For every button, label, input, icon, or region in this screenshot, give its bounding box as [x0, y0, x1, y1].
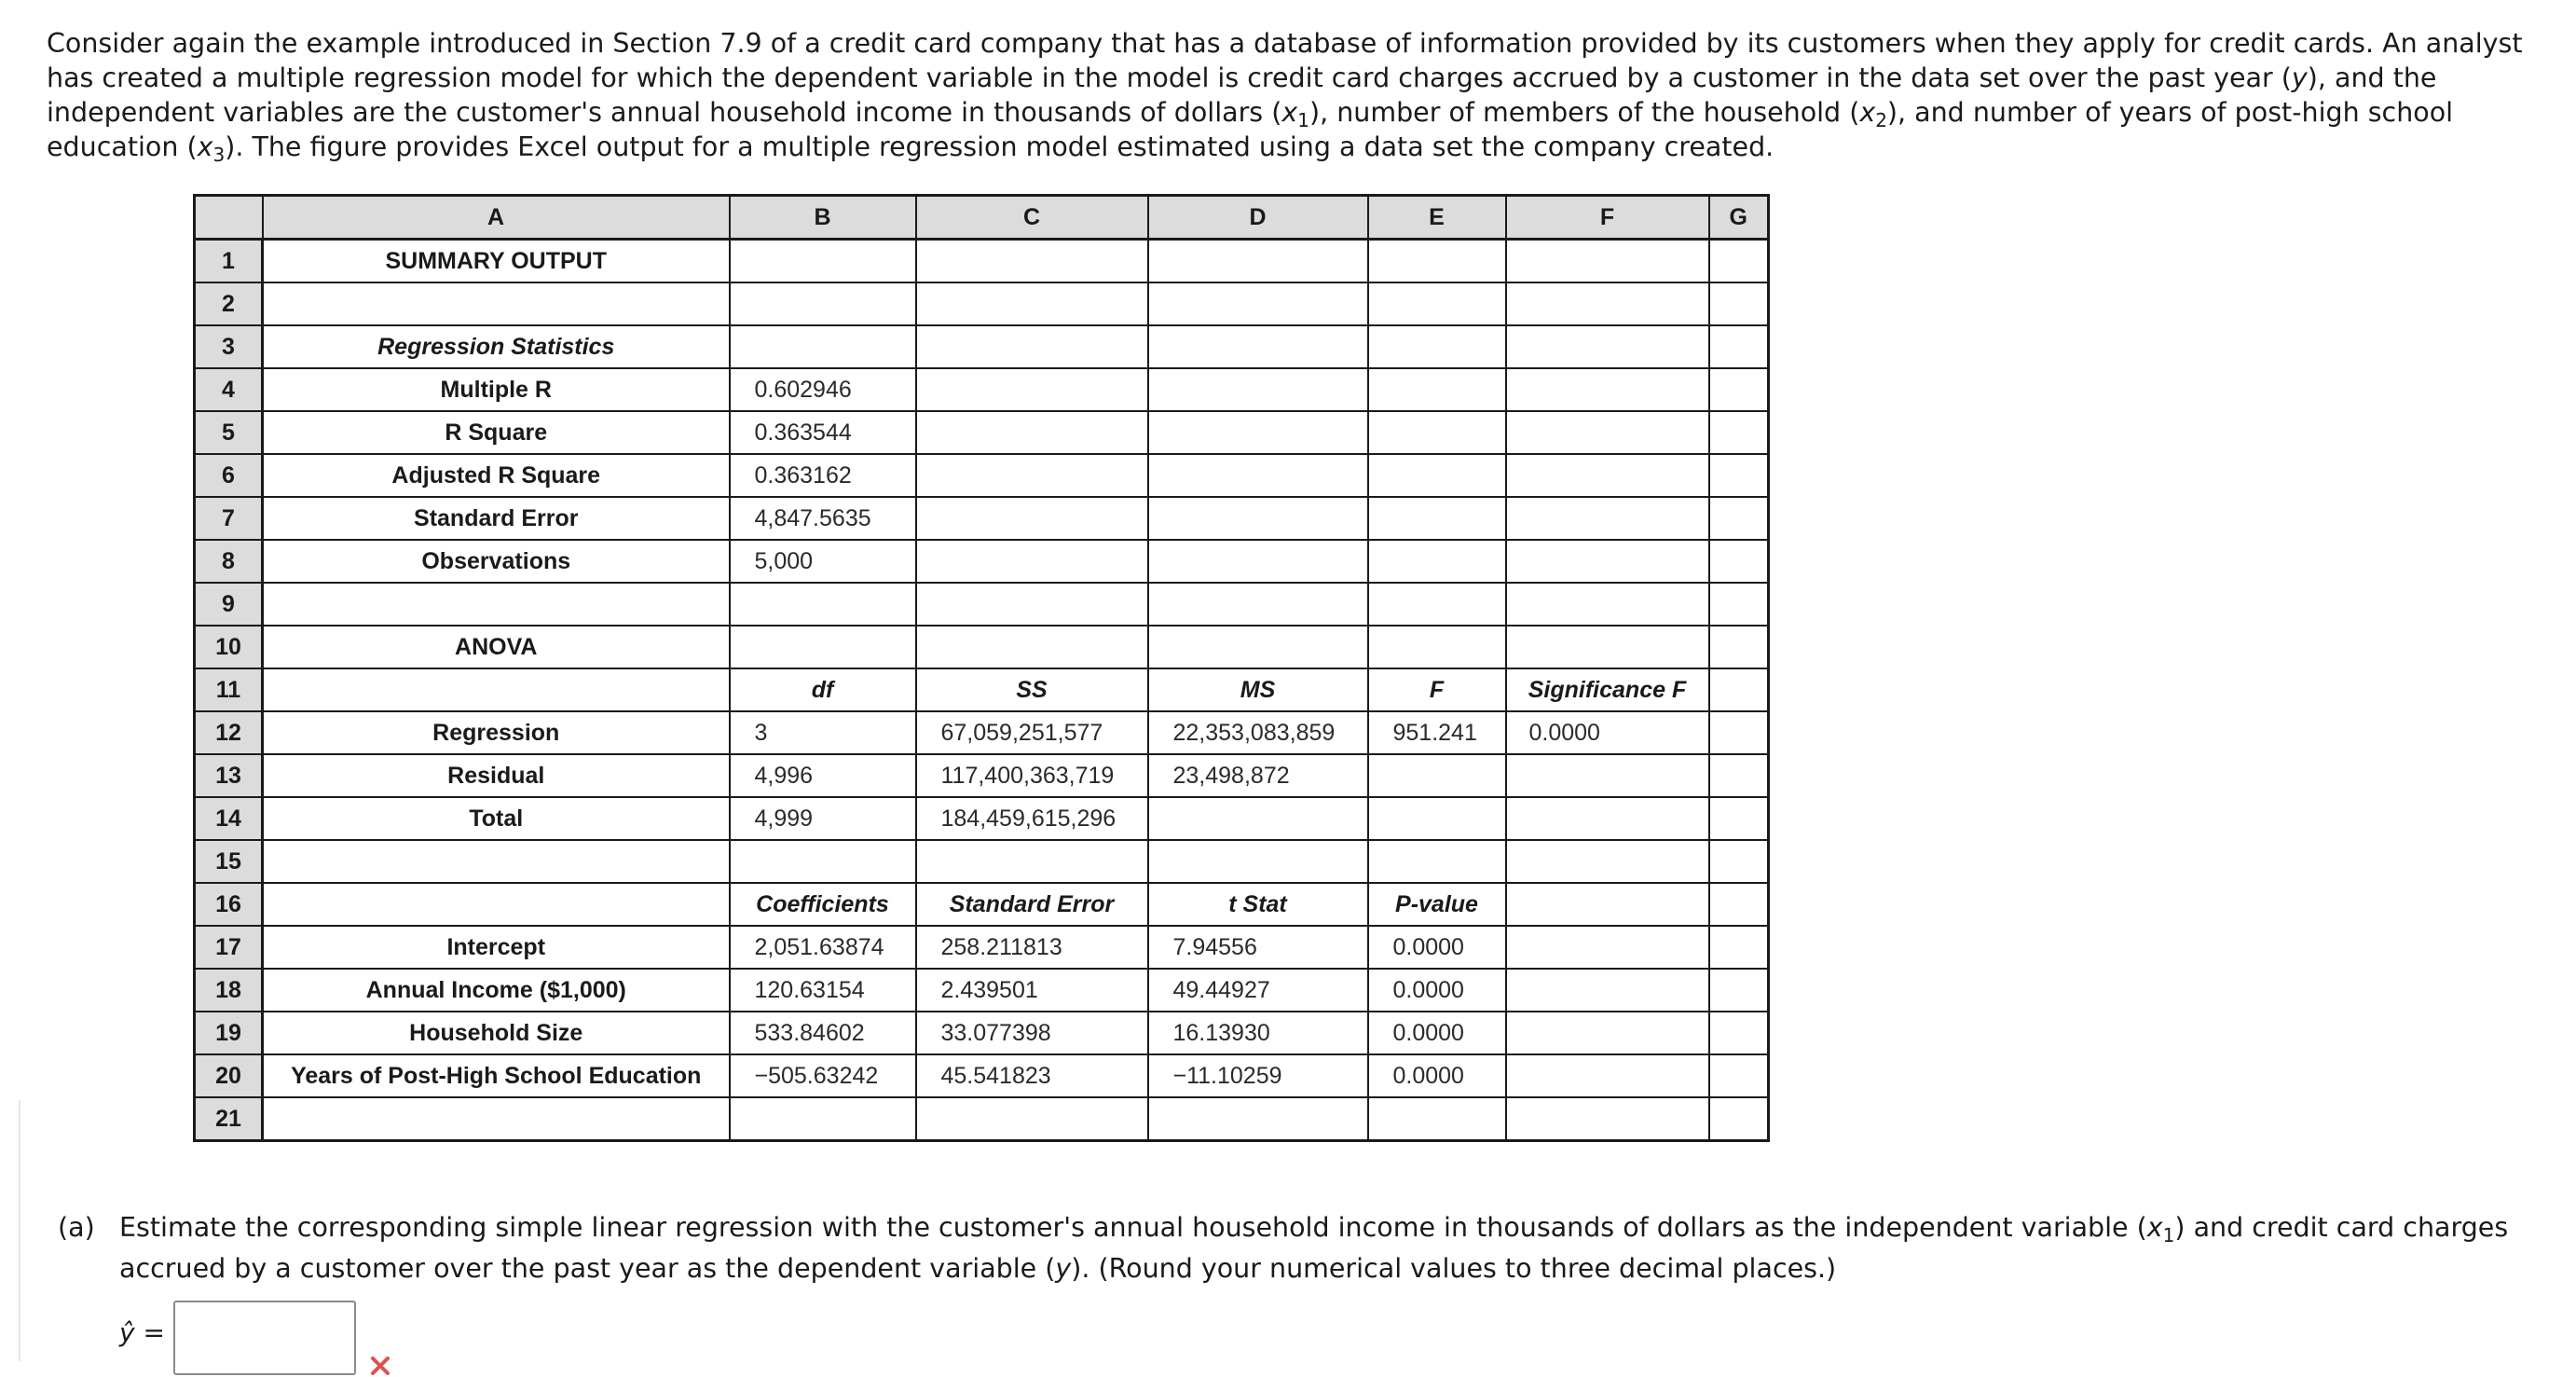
cell-g [1709, 411, 1769, 454]
cell-g [1709, 926, 1769, 969]
row-number: 8 [195, 540, 263, 583]
column-header-g: G [1709, 196, 1769, 240]
cell-a: Regression [263, 711, 730, 754]
cell-b: 4,996 [730, 754, 916, 797]
cell-a: Residual [263, 754, 730, 797]
row-number: 13 [195, 754, 263, 797]
table-row [195, 883, 1769, 926]
cell-f [1506, 240, 1709, 283]
table-row [195, 711, 1769, 754]
cell-f [1506, 754, 1709, 797]
cell-c [916, 282, 1148, 325]
cell-e: P-value [1368, 883, 1506, 926]
cell-c [916, 840, 1148, 883]
cell-a: Annual Income ($1,000) [263, 969, 730, 1012]
question-part-a [58, 1207, 2518, 1289]
cell-d [1148, 368, 1368, 411]
cell-f [1506, 797, 1709, 840]
cell-e [1368, 626, 1506, 668]
cell-b: 4,847.5635 [730, 497, 916, 540]
cell-f [1506, 926, 1709, 969]
cell-c [916, 497, 1148, 540]
cell-e [1368, 1097, 1506, 1141]
cell-d [1148, 411, 1368, 454]
cell-f [1506, 583, 1709, 626]
cell-e: 0.0000 [1368, 969, 1506, 1012]
row-number: 19 [195, 1012, 263, 1054]
cell-c [916, 368, 1148, 411]
cell-f [1506, 325, 1709, 368]
cell-d [1148, 325, 1368, 368]
cell-g [1709, 540, 1769, 583]
cell-f [1506, 840, 1709, 883]
cell-g [1709, 797, 1769, 840]
table-row [195, 540, 1769, 583]
table-row [195, 368, 1769, 411]
table-row [195, 668, 1769, 711]
cell-b: 5,000 [730, 540, 916, 583]
cell-f [1506, 368, 1709, 411]
cell-f [1506, 1097, 1709, 1141]
row-number: 17 [195, 926, 263, 969]
cell-b [730, 626, 916, 668]
cell-d: −11.10259 [1148, 1054, 1368, 1097]
table-row [195, 797, 1769, 840]
cell-d [1148, 797, 1368, 840]
row-number: 6 [195, 454, 263, 497]
cell-a [263, 883, 730, 926]
cell-b: Coefficients [730, 883, 916, 926]
column-header-a: A [263, 196, 730, 240]
cell-g [1709, 969, 1769, 1012]
cell-d: 16.13930 [1148, 1012, 1368, 1054]
cell-b [730, 583, 916, 626]
cell-d [1148, 540, 1368, 583]
table-row [195, 1012, 1769, 1054]
cell-e [1368, 411, 1506, 454]
cell-a: Regression Statistics [263, 325, 730, 368]
cell-a [263, 282, 730, 325]
cell-d [1148, 840, 1368, 883]
row-number: 15 [195, 840, 263, 883]
table-row [195, 1097, 1769, 1141]
column-header-row [195, 196, 1769, 240]
cell-b: 0.363544 [730, 411, 916, 454]
cell-a: Total [263, 797, 730, 840]
cell-d [1148, 626, 1368, 668]
cell-b [730, 1097, 916, 1141]
row-number: 16 [195, 883, 263, 926]
table-row [195, 240, 1769, 283]
cell-e [1368, 540, 1506, 583]
cell-a: Adjusted R Square [263, 454, 730, 497]
row-number: 1 [195, 240, 263, 283]
row-number: 11 [195, 668, 263, 711]
table-row [195, 325, 1769, 368]
cell-e: 0.0000 [1368, 1054, 1506, 1097]
table-row [195, 454, 1769, 497]
cell-d: 49.44927 [1148, 969, 1368, 1012]
cell-f [1506, 282, 1709, 325]
row-number: 18 [195, 969, 263, 1012]
column-header-d: D [1148, 196, 1368, 240]
cell-f [1506, 540, 1709, 583]
row-number: 9 [195, 583, 263, 626]
cell-c [916, 540, 1148, 583]
cell-d [1148, 1097, 1368, 1141]
cell-b: 3 [730, 711, 916, 754]
column-header-b: B [730, 196, 916, 240]
cell-c: 45.541823 [916, 1054, 1148, 1097]
table-row [195, 411, 1769, 454]
cell-c: 67,059,251,577 [916, 711, 1148, 754]
cell-d [1148, 454, 1368, 497]
cell-b: 0.602946 [730, 368, 916, 411]
cell-e: 951.241 [1368, 711, 1506, 754]
cell-e [1368, 797, 1506, 840]
cell-f [1506, 883, 1709, 926]
cell-e: F [1368, 668, 1506, 711]
row-number: 3 [195, 325, 263, 368]
cell-a [263, 583, 730, 626]
cell-d [1148, 583, 1368, 626]
cell-g [1709, 325, 1769, 368]
cell-d [1148, 282, 1368, 325]
column-header-c: C [916, 196, 1148, 240]
cell-c: Standard Error [916, 883, 1148, 926]
cell-g [1709, 240, 1769, 283]
page-left-rule [19, 1100, 21, 1361]
cell-g [1709, 497, 1769, 540]
cell-d: 22,353,083,859 [1148, 711, 1368, 754]
table-row [195, 926, 1769, 969]
question-part-label: (a) [58, 1212, 95, 1243]
cell-e [1368, 325, 1506, 368]
cell-e [1368, 497, 1506, 540]
row-number: 12 [195, 711, 263, 754]
table-row [195, 1054, 1769, 1097]
cell-f [1506, 1012, 1709, 1054]
cell-b [730, 282, 916, 325]
incorrect-x-icon [369, 1355, 391, 1377]
question-text: Estimate the corresponding simple linear regression with the customer's annual household income in thousands of dollars as the independent variable $(x_1)$ and credit card charges accrued by a customer over the past year as the dependent variable (y). (Round your numerical values to three decimal places.) [119, 1212, 2509, 1284]
cell-g [1709, 1012, 1769, 1054]
cell-c [916, 411, 1148, 454]
cell-e [1368, 454, 1506, 497]
cell-c [916, 1097, 1148, 1141]
table-row [195, 282, 1769, 325]
column-header-e: E [1368, 196, 1506, 240]
problem-statement: Consider again the example introduced in Section 7.9 of a credit card company that has a database of information provided by its customers when they apply for credit cards. An analyst has created a multiple regression model for which the dependent variable in the model is credit card charges accrued by a customer in the data set over the past year (y), and the independent variables are the customer's annual household income in thousands of dollars $(x_1)$, number of members of the household $(x_2)$, and number of years of post-high school education $(x_3)$. The figure provides Excel output for a multiple regression model estimated using a data set the company created. [47, 28, 2523, 166]
cell-d: t Stat [1148, 883, 1368, 926]
corner-cell [195, 196, 263, 240]
cell-g [1709, 454, 1769, 497]
cell-a: SUMMARY OUTPUT [263, 240, 730, 283]
cell-e: 0.0000 [1368, 926, 1506, 969]
cell-d: 7.94556 [1148, 926, 1368, 969]
cell-f [1506, 454, 1709, 497]
cell-e [1368, 840, 1506, 883]
cell-b: −505.63242 [730, 1054, 916, 1097]
cell-a: Years of Post-High School Education [263, 1054, 730, 1097]
cell-d: MS [1148, 668, 1368, 711]
cell-a: Observations [263, 540, 730, 583]
cell-f: 0.0000 [1506, 711, 1709, 754]
table-row [195, 626, 1769, 668]
cell-c: 184,459,615,296 [916, 797, 1148, 840]
cell-a: R Square [263, 411, 730, 454]
cell-d [1148, 497, 1368, 540]
cell-b: 2,051.63874 [730, 926, 916, 969]
row-number: 10 [195, 626, 263, 668]
cell-a [263, 840, 730, 883]
cell-c [916, 626, 1148, 668]
cell-c [916, 240, 1148, 283]
cell-f [1506, 497, 1709, 540]
cell-f [1506, 969, 1709, 1012]
cell-e [1368, 754, 1506, 797]
cell-b: 4,999 [730, 797, 916, 840]
cell-e: 0.0000 [1368, 1012, 1506, 1054]
cell-b [730, 240, 916, 283]
cell-b: 0.363162 [730, 454, 916, 497]
row-number: 2 [195, 282, 263, 325]
cell-c [916, 454, 1148, 497]
cell-c: 117,400,363,719 [916, 754, 1148, 797]
cell-b [730, 840, 916, 883]
cell-e [1368, 368, 1506, 411]
cell-b: df [730, 668, 916, 711]
cell-a: Household Size [263, 1012, 730, 1054]
cell-g [1709, 626, 1769, 668]
row-number: 21 [195, 1097, 263, 1141]
cell-g [1709, 282, 1769, 325]
table-row [195, 969, 1769, 1012]
cell-b: 533.84602 [730, 1012, 916, 1054]
cell-a: Multiple R [263, 368, 730, 411]
cell-f: Significance F [1506, 668, 1709, 711]
row-number: 4 [195, 368, 263, 411]
table-row [195, 754, 1769, 797]
cell-c [916, 583, 1148, 626]
excel-regression-output [193, 194, 1770, 1142]
cell-d [1148, 240, 1368, 283]
cell-a: Intercept [263, 926, 730, 969]
cell-g [1709, 840, 1769, 883]
cell-g [1709, 583, 1769, 626]
cell-f [1506, 626, 1709, 668]
cell-b [730, 325, 916, 368]
cell-d: 23,498,872 [1148, 754, 1368, 797]
cell-f [1506, 1054, 1709, 1097]
cell-a: Standard Error [263, 497, 730, 540]
cell-g [1709, 711, 1769, 754]
table-row [195, 583, 1769, 626]
cell-g [1709, 754, 1769, 797]
cell-a: ANOVA [263, 626, 730, 668]
table-row [195, 497, 1769, 540]
cell-g [1709, 1097, 1769, 1141]
cell-b: 120.63154 [730, 969, 916, 1012]
row-number: 7 [195, 497, 263, 540]
cell-g [1709, 883, 1769, 926]
cell-c: SS [916, 668, 1148, 711]
cell-e [1368, 583, 1506, 626]
cell-c: 33.077398 [916, 1012, 1148, 1054]
cell-a [263, 668, 730, 711]
cell-c [916, 325, 1148, 368]
cell-c: 258.211813 [916, 926, 1148, 969]
row-number: 14 [195, 797, 263, 840]
cell-g [1709, 1054, 1769, 1097]
cell-f [1506, 411, 1709, 454]
cell-e [1368, 282, 1506, 325]
table-row [195, 840, 1769, 883]
yhat-label: ŷ = [119, 1317, 165, 1348]
cell-g [1709, 668, 1769, 711]
column-header-f: F [1506, 196, 1709, 240]
row-number: 5 [195, 411, 263, 454]
cell-c: 2.439501 [916, 969, 1148, 1012]
cell-e [1368, 240, 1506, 283]
regression-equation-input[interactable] [173, 1301, 356, 1375]
cell-a [263, 1097, 730, 1141]
row-number: 20 [195, 1054, 263, 1097]
cell-g [1709, 368, 1769, 411]
